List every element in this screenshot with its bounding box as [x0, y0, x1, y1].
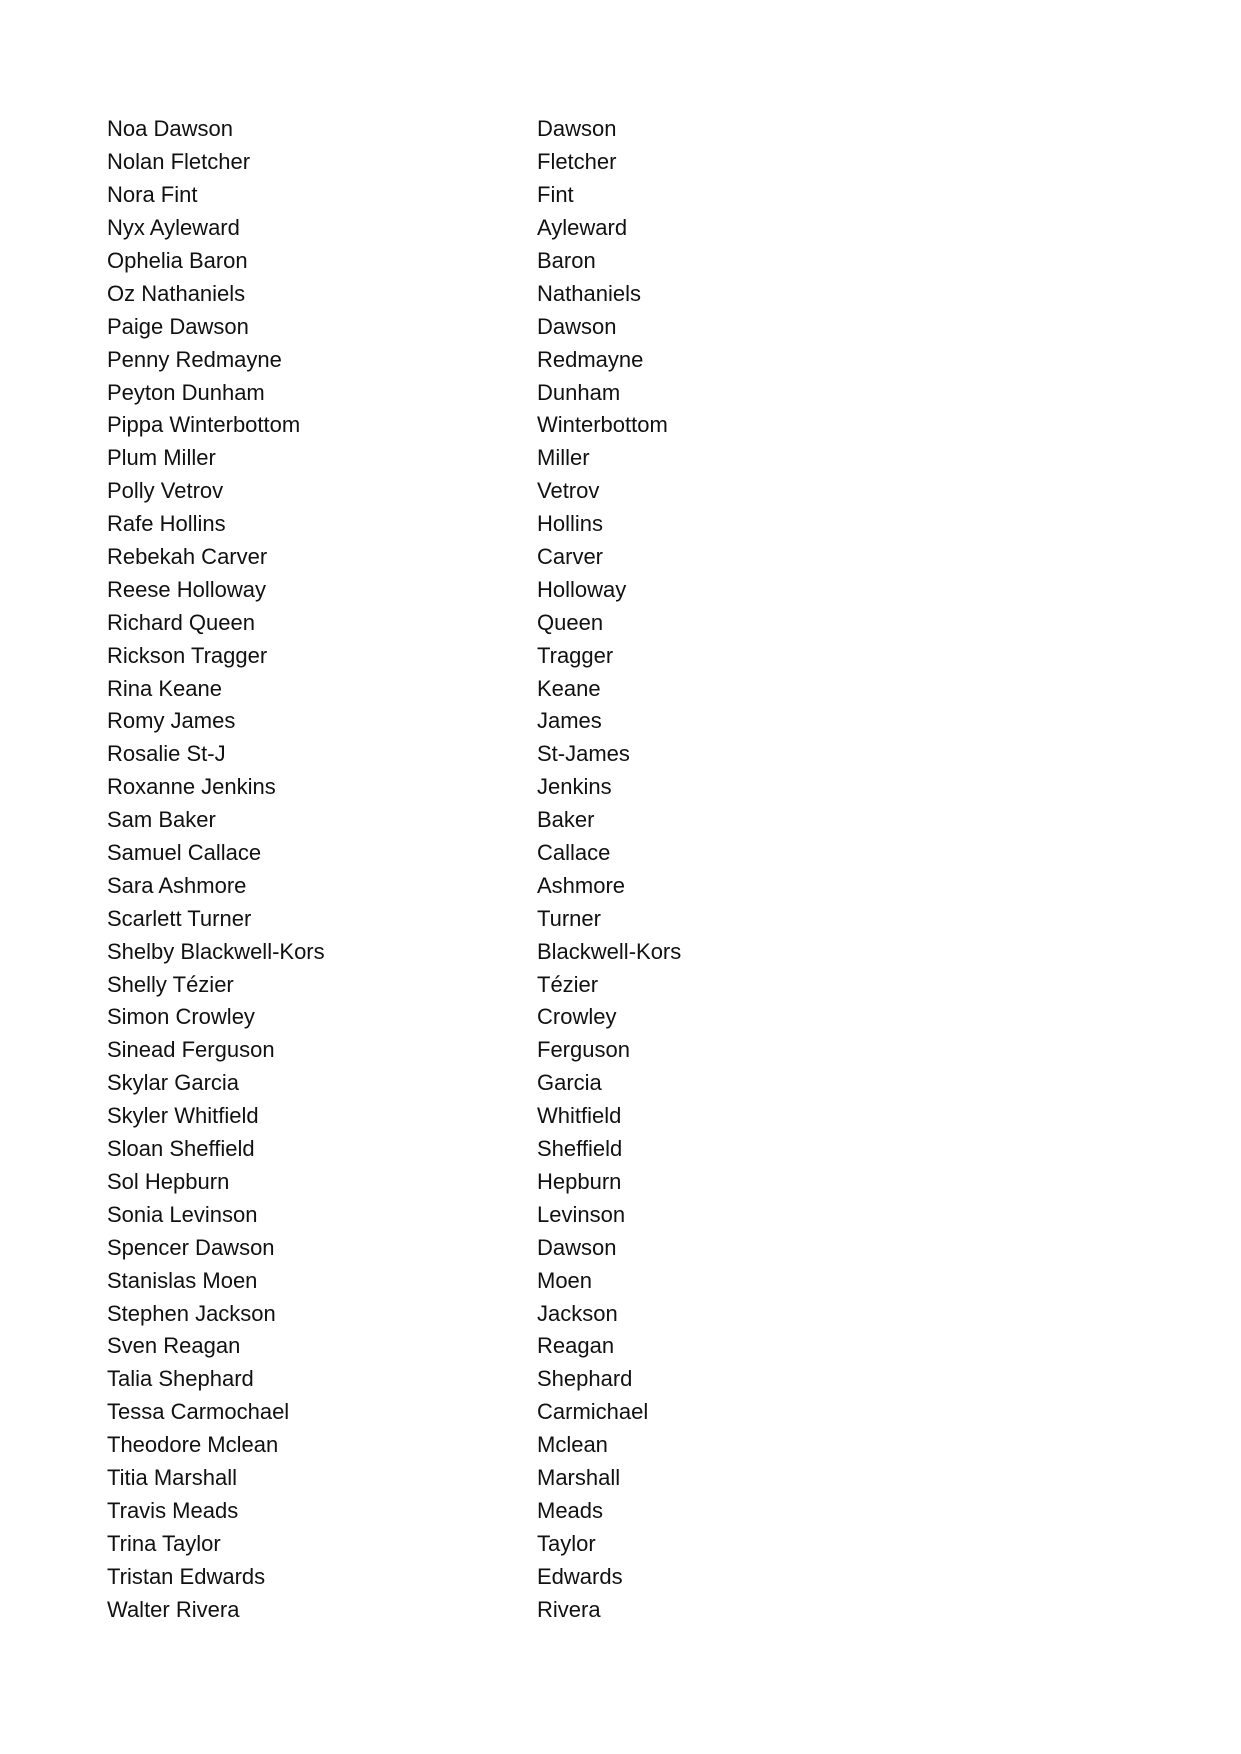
surname-cell: Dawson	[537, 116, 617, 142]
table-row	[107, 1494, 807, 1527]
full-name-cell: Trina Taylor	[107, 1530, 221, 1556]
table-row	[107, 146, 807, 179]
full-name-cell: Shelly Tézier	[107, 971, 234, 997]
surname-cell: Hepburn	[537, 1168, 622, 1194]
table-row	[107, 376, 807, 409]
full-name-cell: Sven Reagan	[107, 1333, 241, 1359]
full-name-cell: Nolan Fletcher	[107, 149, 251, 175]
surname-cell: Blackwell-Kors	[537, 938, 682, 964]
full-name-cell: Skyler Whitfield	[107, 1103, 259, 1129]
surname-cell: Callace	[537, 840, 611, 866]
full-name-cell: Reese Holloway	[107, 576, 266, 602]
full-name-cell: Rebekah Carver	[107, 544, 268, 570]
table-row	[107, 1264, 807, 1297]
table-row	[107, 245, 807, 278]
table-row	[107, 1330, 807, 1363]
surname-cell: Nathaniels	[537, 280, 641, 306]
surname-cell: Whitfield	[537, 1103, 622, 1129]
table-row	[107, 705, 807, 738]
table-row	[107, 1297, 807, 1330]
table-row	[107, 442, 807, 475]
table-row	[107, 771, 807, 804]
table-row	[107, 475, 807, 508]
surname-cell: Meads	[537, 1497, 604, 1523]
full-name-cell: Scarlett Turner	[107, 905, 252, 931]
surname-cell: Ferguson	[537, 1037, 630, 1063]
surname-cell: Fletcher	[537, 149, 617, 175]
table-row	[107, 1429, 807, 1462]
full-name-cell: Simon Crowley	[107, 1004, 255, 1030]
table-row	[107, 1231, 807, 1264]
surname-cell: Dawson	[537, 1234, 617, 1260]
surname-cell: Dunham	[537, 379, 621, 405]
full-name-cell: Stephen Jackson	[107, 1300, 276, 1326]
table-row	[107, 343, 807, 376]
table-row	[107, 409, 807, 442]
surname-cell: St-James	[537, 741, 630, 767]
full-name-cell: Walter Rivera	[107, 1596, 240, 1622]
surname-cell: Holloway	[537, 576, 627, 602]
full-name-cell: Tristan Edwards	[107, 1563, 266, 1589]
surname-cell: Turner	[537, 905, 601, 931]
full-name-cell: Roxanne Jenkins	[107, 774, 276, 800]
full-name-cell: Sonia Levinson	[107, 1201, 258, 1227]
full-name-cell: Rickson Tragger	[107, 642, 268, 668]
table-row	[107, 179, 807, 212]
full-name-cell: Polly Vetrov	[107, 478, 224, 504]
surname-cell: Fint	[537, 182, 574, 208]
surname-cell: Moen	[537, 1267, 593, 1293]
surname-cell: Keane	[537, 675, 601, 701]
surname-cell: Baron	[537, 248, 596, 273]
full-name-cell: Rafe Hollins	[107, 511, 226, 537]
full-name-cell: Shelby Blackwell-Kors	[107, 938, 325, 964]
surname-cell: Winterbottom	[537, 412, 668, 438]
table-row	[107, 639, 807, 672]
table-row	[107, 606, 807, 639]
full-name-cell: Samuel Callace	[107, 840, 262, 866]
table-row	[107, 541, 807, 574]
full-name-cell: Talia Shephard	[107, 1366, 254, 1392]
full-name-cell: Titia Marshall	[107, 1464, 237, 1490]
table-row	[107, 1133, 807, 1166]
surname-cell: Taylor	[537, 1530, 596, 1556]
full-name-cell: Penny Redmayne	[107, 346, 282, 372]
full-name-cell: Pippa Winterbottom	[107, 412, 301, 438]
surname-cell: Queen	[537, 609, 604, 635]
table-row	[107, 935, 807, 968]
table-row	[107, 1560, 807, 1593]
table-row	[107, 113, 807, 146]
full-name-cell: Richard Queen	[107, 609, 255, 635]
surname-cell: Levinson	[537, 1201, 626, 1227]
surname-cell: Tézier	[537, 971, 599, 997]
surname-cell: Baker	[537, 807, 595, 833]
table-row	[107, 1527, 807, 1560]
table-row	[107, 1067, 807, 1100]
full-name-cell: Romy James	[107, 708, 236, 734]
table-row	[107, 1001, 807, 1034]
table-row	[107, 277, 807, 310]
surname-cell: Tragger	[537, 642, 614, 668]
table-row	[107, 804, 807, 837]
table-row	[107, 1198, 807, 1231]
full-name-cell: Sinead Ferguson	[107, 1037, 275, 1063]
surname-cell: Jenkins	[537, 774, 612, 800]
surname-cell: Vetrov	[537, 478, 600, 504]
table-row	[107, 310, 807, 343]
full-name-cell: Plum Miller	[107, 445, 216, 471]
surname-cell: Ayleward	[537, 215, 628, 241]
surname-cell: Miller	[537, 445, 590, 471]
surname-cell: James	[537, 708, 602, 734]
full-name-cell: Sol Hepburn	[107, 1168, 230, 1194]
surname-cell: Jackson	[537, 1300, 618, 1326]
full-name-cell: Noa Dawson	[107, 116, 233, 142]
full-name-cell: Tessa Carmochael	[107, 1399, 290, 1425]
surname-cell: Shephard	[537, 1366, 633, 1392]
table-row	[107, 1396, 807, 1429]
surname-cell: Mclean	[537, 1432, 608, 1458]
table-row	[107, 508, 807, 541]
table-row	[107, 573, 807, 606]
surname-cell: Redmayne	[537, 346, 644, 372]
surname-cell: Ashmore	[537, 872, 626, 898]
table-row	[107, 968, 807, 1001]
table-row	[107, 1100, 807, 1133]
name-table	[107, 113, 807, 1626]
surname-cell: Dawson	[537, 313, 617, 339]
surname-cell: Edwards	[537, 1563, 623, 1589]
table-row	[107, 738, 807, 771]
surname-cell: Carver	[537, 544, 604, 570]
table-row	[107, 672, 807, 705]
full-name-cell: Sara Ashmore	[107, 872, 247, 898]
surname-cell: Carmichael	[537, 1399, 649, 1425]
surname-cell: Crowley	[537, 1004, 617, 1030]
surname-cell: Garcia	[537, 1070, 602, 1096]
table-row	[107, 1593, 807, 1626]
full-name-cell: Nyx Ayleward	[107, 215, 240, 241]
surname-cell: Reagan	[537, 1333, 615, 1359]
table-row	[107, 902, 807, 935]
table-row	[107, 837, 807, 870]
full-name-cell: Peyton Dunham	[107, 379, 265, 405]
full-name-cell: Spencer Dawson	[107, 1234, 275, 1260]
full-name-cell: Sam Baker	[107, 807, 216, 833]
table-row	[107, 1462, 807, 1495]
table-row	[107, 212, 807, 245]
full-name-cell: Sloan Sheffield	[107, 1136, 255, 1162]
surname-cell: Rivera	[537, 1596, 601, 1622]
full-name-cell: Paige Dawson	[107, 313, 249, 339]
surname-cell: Hollins	[537, 511, 604, 537]
table-row	[107, 1363, 807, 1396]
table-row	[107, 1166, 807, 1199]
full-name-cell: Rosalie St-J	[107, 741, 226, 767]
surname-cell: Marshall	[537, 1464, 621, 1490]
table-row	[107, 1034, 807, 1067]
full-name-cell: Rina Keane	[107, 675, 222, 701]
full-name-cell: Theodore Mclean	[107, 1432, 279, 1458]
full-name-cell: Skylar Garcia	[107, 1070, 240, 1096]
full-name-cell: Oz Nathaniels	[107, 280, 246, 306]
full-name-cell: Travis Meads	[107, 1497, 239, 1523]
full-name-cell: Ophelia Baron	[107, 248, 248, 273]
full-name-cell: Stanislas Moen	[107, 1267, 258, 1293]
surname-cell: Sheffield	[537, 1136, 623, 1162]
full-name-cell: Nora Fint	[107, 182, 198, 208]
table-row	[107, 869, 807, 902]
